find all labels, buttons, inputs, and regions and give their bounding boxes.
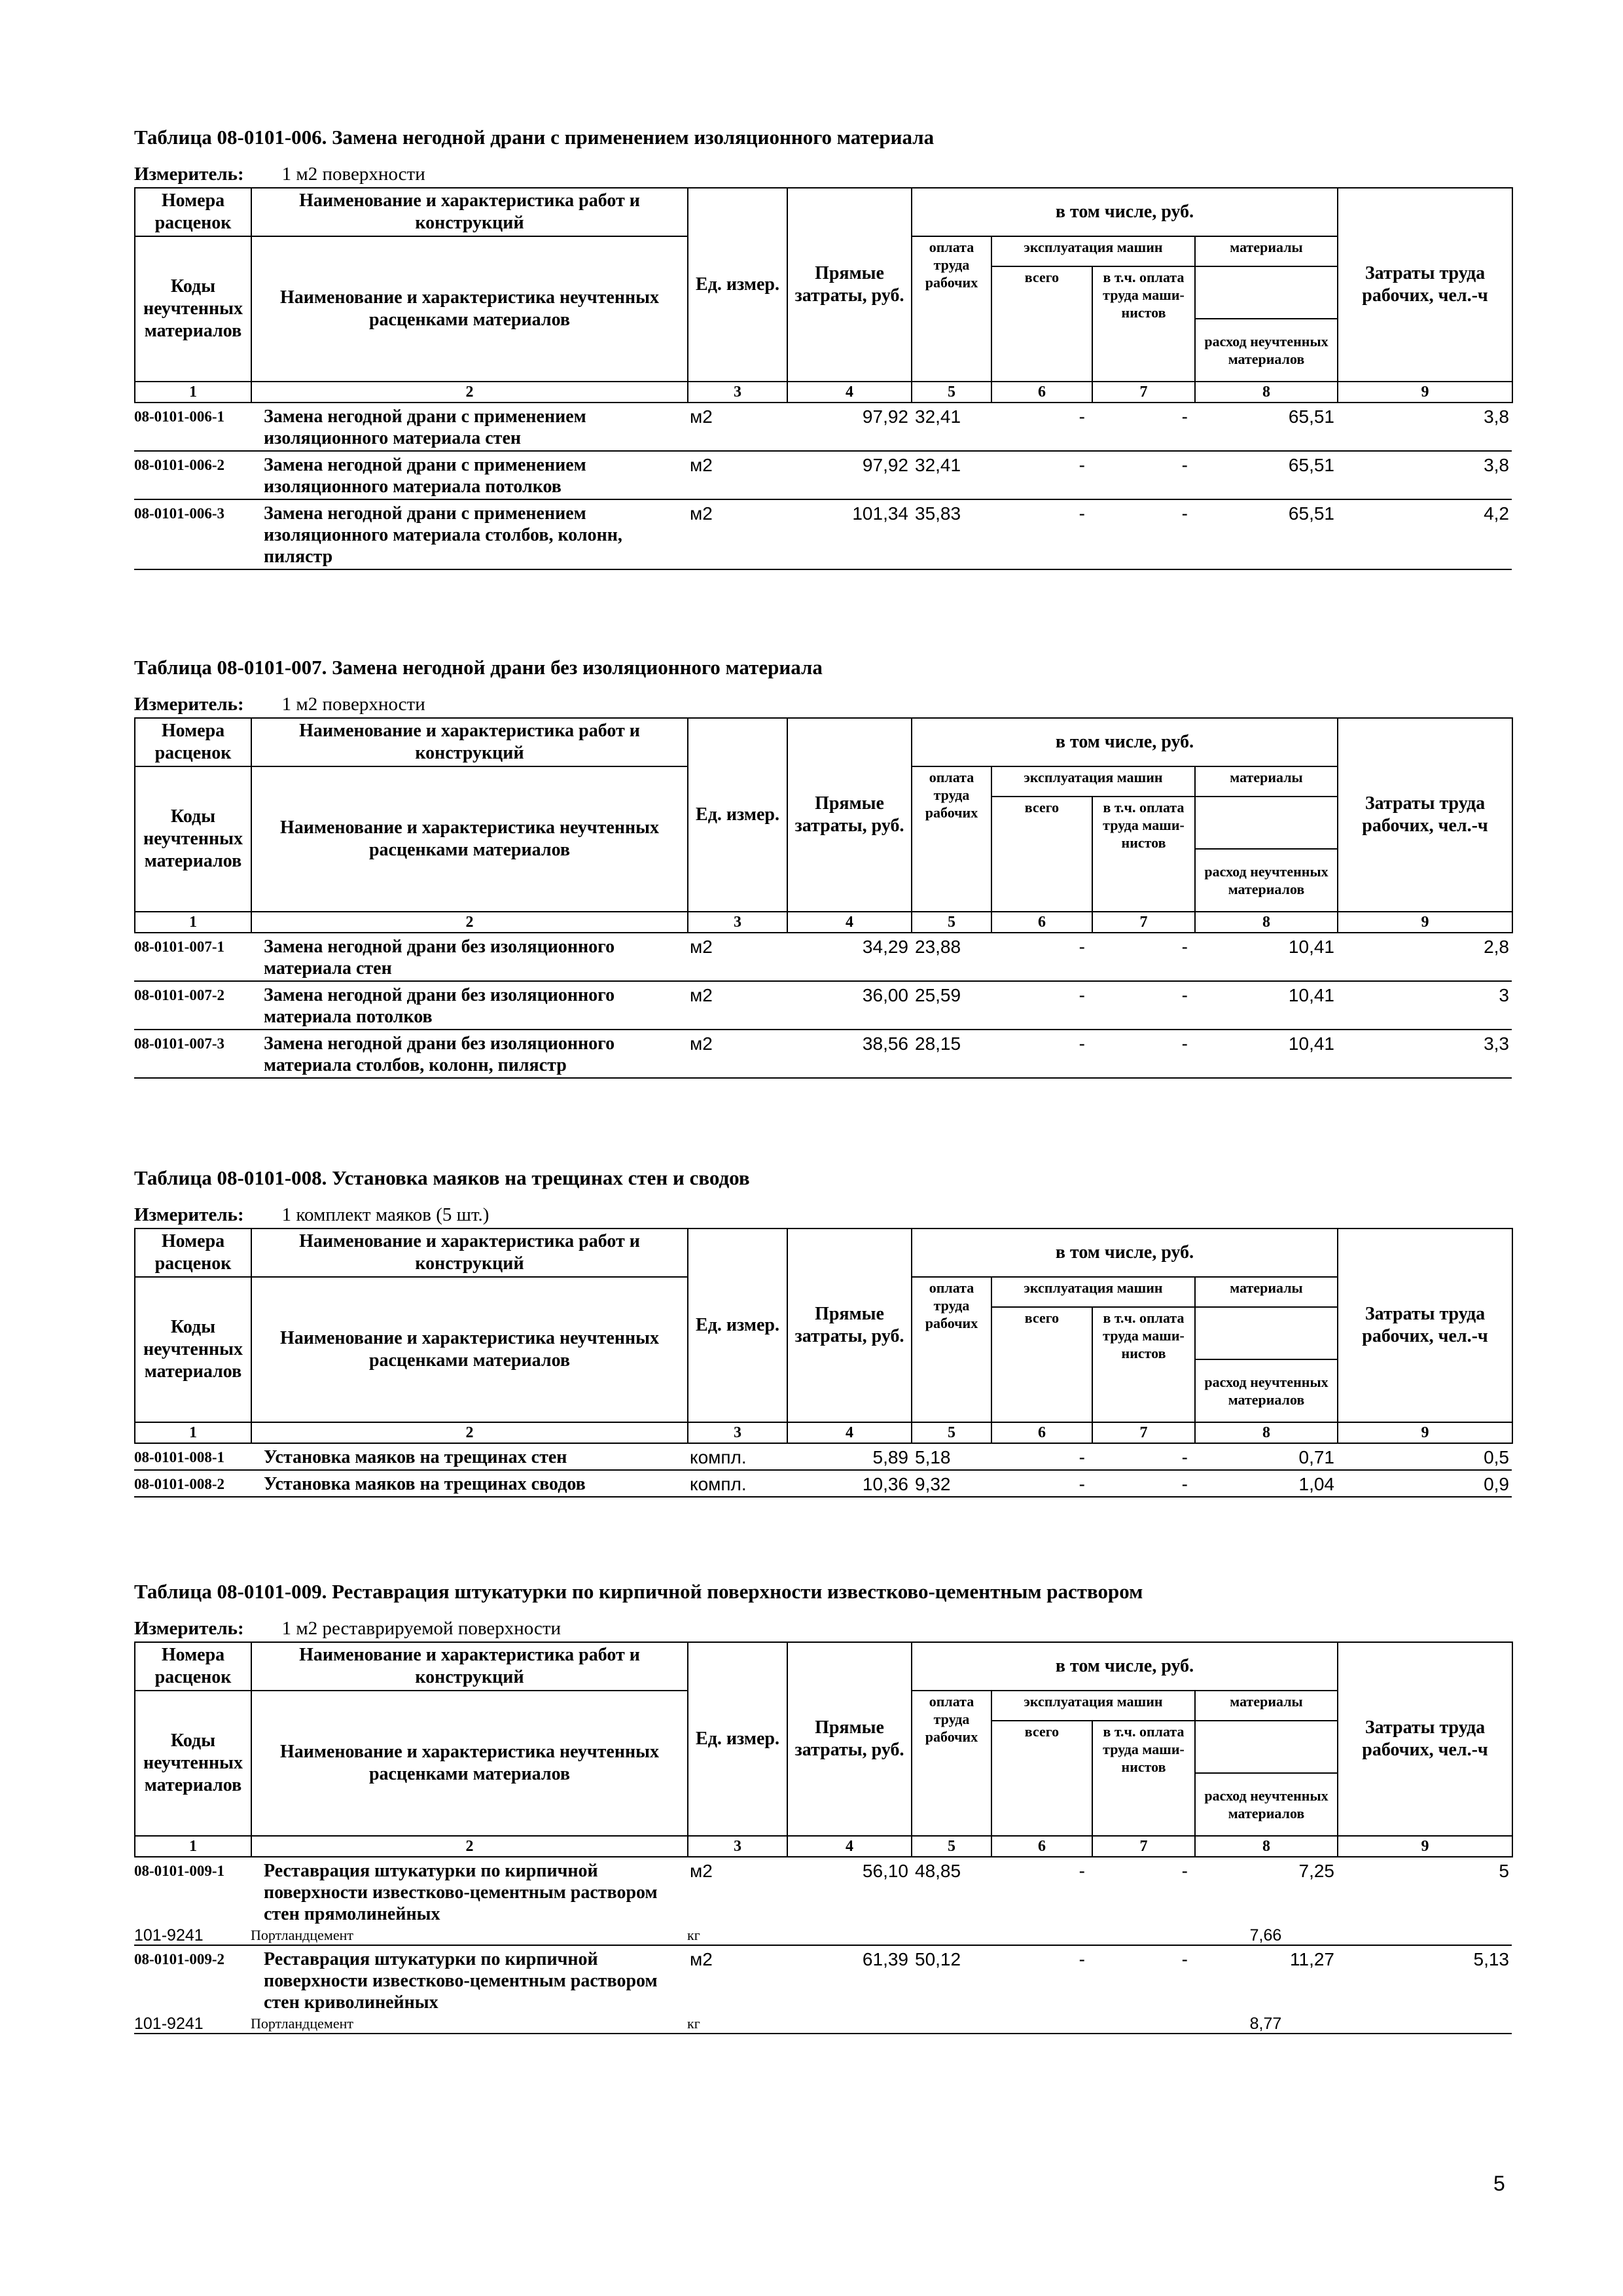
rate-code: 08-0101-008-2 (134, 1470, 251, 1497)
header-col-unit: Ед. измер. (688, 188, 787, 382)
work-name: Замена негодной драни с применением изоляционного материала стен (264, 406, 586, 448)
machines-total: - (991, 1030, 1092, 1078)
header-col-labor-pay: оплата труда рабочих (912, 1277, 991, 1422)
header-num-1: 1 (135, 1836, 251, 1857)
header-num-8: 8 (1195, 382, 1338, 403)
header-mat-spacer (1195, 266, 1338, 319)
header-col-incl: в том числе, руб. (912, 718, 1338, 766)
table-row (134, 1857, 1512, 1926)
header-num-3: 3 (688, 1836, 787, 1857)
unit-value: м2 (690, 1861, 713, 1881)
header-col-num: Номера расценок (135, 1642, 251, 1691)
work-name: Реставрация штукатурки по кирпичной поверхности известково-цементным раствором стен прямолинейных (264, 1861, 658, 1924)
material-empty (911, 1926, 991, 1945)
header-num-2: 2 (251, 1836, 688, 1857)
work-name: Замена негодной драни без изоляционного материала потолков (251, 981, 687, 1030)
material-code: 101-9241 (134, 2015, 251, 2034)
header-col-num: Номера расценок (135, 188, 251, 236)
work-name: Установка маяков на трещинах сводов (251, 1470, 687, 1497)
measure-value: 1 м2 поверхности (281, 164, 425, 185)
header-col-machines-total: всего (991, 1307, 1092, 1422)
header-num-6: 6 (991, 382, 1092, 403)
machines-pay: - (1092, 499, 1194, 569)
labor-pay: 9,32 (911, 1470, 991, 1497)
materials-cost: 65,51 (1194, 499, 1337, 569)
header-num-5: 5 (912, 912, 991, 933)
direct-cost: 56,10 (862, 1861, 908, 1881)
materials-cost: 65,51 (1194, 451, 1337, 499)
labor-hours: 0,5 (1484, 1447, 1509, 1467)
rate-code: 08-0101-009-2 (134, 1945, 251, 2015)
table-header (134, 187, 1513, 403)
materials-cost: 10,41 (1194, 1030, 1337, 1078)
table-header (134, 717, 1513, 933)
header-col-machines-total: всего (991, 266, 1092, 382)
header-col-labor-pay: оплата труда рабочих (912, 766, 991, 912)
header-col-labor: Затраты труда рабочих, чел.-ч (1338, 718, 1512, 912)
machines-total: - (1079, 937, 1085, 957)
header-col-mat-consumption: расход неучтенных материалов (1195, 849, 1338, 912)
direct-cost: 61,39 (787, 1945, 911, 2015)
header-num-2: 2 (251, 1422, 688, 1443)
work-name: Установка маяков на трещинах стен (264, 1447, 567, 1467)
header-col-name: Наименование и характеристика работ и конструкций (251, 718, 688, 766)
header-num-4: 4 (787, 382, 912, 403)
machines-total: - (991, 1470, 1092, 1497)
machines-total: - (991, 1945, 1092, 2015)
header-col-unit: Ед. измер. (688, 1229, 787, 1422)
header-col-direct: Прямые затраты, руб. (787, 1229, 912, 1422)
rate-code: 08-0101-006-2 (134, 451, 251, 499)
header-col-machines: эксплуатация машин (991, 1277, 1195, 1307)
labor-hours: 4,2 (1337, 499, 1512, 569)
measure-label: Измеритель: (134, 694, 244, 715)
machines-total: - (1079, 1861, 1085, 1881)
unit-value: м2 (687, 451, 787, 499)
material-empty (1337, 1926, 1512, 1945)
material-empty (911, 2015, 991, 2034)
material-name: Портландцемент (251, 1927, 353, 1943)
table-title: Таблица 08-0101-008. Установка маяков на трещинах стен и сводов (134, 1166, 750, 1189)
direct-cost: 97,92 (862, 406, 908, 427)
table-row (134, 1945, 1512, 2015)
unit-value: компл. (687, 1470, 787, 1497)
machines-pay: - (1092, 451, 1194, 499)
material-unit: кг (687, 2015, 787, 2034)
labor-pay: 48,85 (915, 1861, 961, 1881)
table-row (134, 451, 1512, 499)
header-col-mat-name: Наименование и характеристика неучтенных расценками материалов (251, 766, 688, 912)
page-number: 5 (1493, 2172, 1505, 2195)
unit-value: м2 (690, 937, 713, 957)
measure-label: Измеритель: (134, 1204, 244, 1225)
header-num-5: 5 (912, 1836, 991, 1857)
machines-total: - (991, 981, 1092, 1030)
header-col-codes: Коды неучтенных материалов (135, 766, 251, 912)
material-empty (1337, 2015, 1512, 2034)
machines-pay: - (1181, 406, 1188, 427)
header-col-incl: в том числе, руб. (912, 1642, 1338, 1691)
header-col-materials: материалы (1195, 766, 1338, 797)
material-empty (1092, 1926, 1194, 1945)
unit-value: компл. (690, 1447, 747, 1467)
materials-cost: 0,71 (1298, 1447, 1334, 1467)
labor-hours: 3,8 (1337, 451, 1512, 499)
header-num-3: 3 (688, 382, 787, 403)
header-col-mat-name: Наименование и характеристика неучтенных расценками материалов (251, 1691, 688, 1836)
material-empty (787, 1926, 911, 1945)
rate-code: 08-0101-007-2 (134, 981, 251, 1030)
header-col-labor: Затраты труда рабочих, чел.-ч (1338, 1642, 1512, 1836)
header-col-unit: Ед. измер. (688, 1642, 787, 1836)
table-row (134, 1470, 1512, 1497)
material-code: 101-9241 (134, 1926, 204, 1945)
measure-value: 1 м2 поверхности (281, 694, 425, 715)
header-col-incl: в том числе, руб. (912, 1229, 1338, 1277)
header-num-3: 3 (688, 1422, 787, 1443)
material-empty (787, 2015, 911, 2034)
header-col-direct: Прямые затраты, руб. (787, 718, 912, 912)
labor-pay: 35,83 (911, 499, 991, 569)
header-col-unit: Ед. измер. (688, 718, 787, 912)
work-name: Замена негодной драни без изоляционного материала столбов, колонн, пилястр (251, 1030, 687, 1078)
labor-pay: 50,12 (911, 1945, 991, 2015)
header-num-9: 9 (1338, 1422, 1512, 1443)
header-col-num: Номера расценок (135, 1229, 251, 1277)
header-col-labor: Затраты труда рабочих, чел.-ч (1338, 188, 1512, 382)
labor-hours: 3,3 (1337, 1030, 1512, 1078)
header-col-materials: материалы (1195, 1277, 1338, 1307)
direct-cost: 97,92 (787, 451, 911, 499)
materials-cost: 11,27 (1194, 1945, 1337, 2015)
machines-pay: - (1181, 1861, 1188, 1881)
header-col-materials: материалы (1195, 1691, 1338, 1721)
header-num-8: 8 (1195, 912, 1338, 933)
section-table-007 (134, 655, 1512, 1079)
section-table-006 (134, 124, 1512, 570)
header-col-name: Наименование и характеристика работ и конструкций (251, 1642, 688, 1691)
work-name: Замена негодной драни с применением изоляционного материала столбов, колонн, пилястр (251, 499, 687, 569)
measure-line (134, 162, 1512, 186)
measure-label: Измеритель: (134, 1618, 244, 1639)
material-empty (991, 2015, 1092, 2034)
labor-pay: 28,15 (911, 1030, 991, 1078)
labor-pay: 5,18 (915, 1447, 951, 1467)
header-col-mat-name: Наименование и характеристика неучтенных расценками материалов (251, 1277, 688, 1422)
materials-cost: 10,41 (1194, 981, 1337, 1030)
header-num-5: 5 (912, 1422, 991, 1443)
machines-pay: - (1092, 981, 1194, 1030)
header-num-7: 7 (1092, 912, 1195, 933)
work-name: Замена негодной драни с применением изоляционного материала потолков (251, 451, 687, 499)
table-rows (134, 403, 1512, 570)
rate-code: 08-0101-007-3 (134, 1030, 251, 1078)
header-num-6: 6 (991, 1836, 1092, 1857)
rate-code: 08-0101-008-1 (134, 1449, 224, 1465)
unit-value: м2 (690, 406, 713, 427)
material-empty (1092, 2015, 1194, 2034)
header-mat-spacer (1195, 1307, 1338, 1359)
header-col-mat-consumption: расход неучтенных материалов (1195, 1359, 1338, 1422)
header-num-2: 2 (251, 382, 688, 403)
table-title: Таблица 08-0101-007. Замена негодной драни без изоляционного материала (134, 656, 823, 679)
materials-cost: 7,25 (1298, 1861, 1334, 1881)
measure-line (134, 1203, 1512, 1227)
materials-cost: 10,41 (1288, 937, 1334, 957)
table-rows (134, 933, 1512, 1079)
header-num-9: 9 (1338, 912, 1512, 933)
header-mat-spacer (1195, 1721, 1338, 1773)
labor-hours: 2,8 (1484, 937, 1509, 957)
header-col-mat-consumption: расход неучтенных материалов (1195, 1773, 1338, 1836)
header-num-2: 2 (251, 912, 688, 933)
section-table-009 (134, 1579, 1512, 2034)
header-col-labor: Затраты труда рабочих, чел.-ч (1338, 1229, 1512, 1422)
table-row (134, 499, 1512, 569)
header-col-direct: Прямые затраты, руб. (787, 188, 912, 382)
direct-cost: 34,29 (862, 937, 908, 957)
material-row (134, 1926, 1512, 1945)
material-row (134, 2015, 1512, 2034)
section-table-008 (134, 1165, 1512, 1498)
labor-hours: 0,9 (1337, 1470, 1512, 1497)
material-empty (991, 1926, 1092, 1945)
rate-code: 08-0101-009-1 (134, 1863, 224, 1879)
direct-cost: 5,89 (872, 1447, 908, 1467)
header-num-4: 4 (787, 1836, 912, 1857)
table-row (134, 981, 1512, 1030)
table-title: Таблица 08-0101-006. Замена негодной драни с применением изоляционного материала (134, 126, 935, 149)
machines-pay: - (1092, 1030, 1194, 1078)
header-col-machines-total: всего (991, 797, 1092, 912)
measure-label: Измеритель: (134, 164, 244, 185)
machines-total: - (1079, 406, 1085, 427)
table-header (134, 1228, 1513, 1444)
header-col-machines-incl: в т.ч. оплата труда маши-нистов (1092, 797, 1195, 912)
machines-total: - (991, 451, 1092, 499)
header-col-machines: эксплуатация машин (991, 236, 1195, 266)
table-row (134, 403, 1512, 451)
material-name: Портландцемент (251, 2015, 687, 2034)
header-num-9: 9 (1338, 382, 1512, 403)
header-num-8: 8 (1195, 1422, 1338, 1443)
table-header (134, 1641, 1513, 1857)
rate-code: 08-0101-007-1 (134, 939, 224, 955)
header-col-direct: Прямые затраты, руб. (787, 1642, 912, 1836)
measure-line (134, 1617, 1512, 1640)
header-col-name: Наименование и характеристика работ и конструкций (251, 188, 688, 236)
labor-pay: 32,41 (911, 451, 991, 499)
work-name: Реставрация штукатурки по кирпичной поверхности известково-цементным раствором стен криволинейных (251, 1945, 687, 2015)
header-num-7: 7 (1092, 1836, 1195, 1857)
header-num-9: 9 (1338, 1836, 1512, 1857)
table-rows (134, 1444, 1512, 1498)
unit-value: м2 (687, 499, 787, 569)
labor-hours: 3 (1337, 981, 1512, 1030)
header-num-1: 1 (135, 912, 251, 933)
labor-pay: 32,41 (915, 406, 961, 427)
header-num-7: 7 (1092, 382, 1195, 403)
machines-pay: - (1181, 937, 1188, 957)
header-col-machines: эксплуатация машин (991, 766, 1195, 797)
labor-hours: 3,8 (1484, 406, 1509, 427)
unit-value: м2 (687, 981, 787, 1030)
header-col-labor-pay: оплата труда рабочих (912, 1691, 991, 1836)
measure-value: 1 м2 реставрируемой поверхности (281, 1618, 562, 1639)
header-num-3: 3 (688, 912, 787, 933)
table-row (134, 933, 1512, 981)
header-num-4: 4 (787, 912, 912, 933)
header-num-8: 8 (1195, 1836, 1338, 1857)
header-num-6: 6 (991, 912, 1092, 933)
header-num-6: 6 (991, 1422, 1092, 1443)
header-col-incl: в том числе, руб. (912, 188, 1338, 236)
materials-cost: 1,04 (1194, 1470, 1337, 1497)
material-amount: 8,77 (1194, 2015, 1337, 2034)
header-col-mat-name: Наименование и характеристика неучтенных расценками материалов (251, 236, 688, 382)
machines-total: - (1079, 1447, 1085, 1467)
labor-pay: 23,88 (915, 937, 961, 957)
header-num-1: 1 (135, 1422, 251, 1443)
work-name: Замена негодной драни без изоляционного материала стен (264, 937, 615, 978)
table-title: Таблица 08-0101-009. Реставрация штукатурки по кирпичной поверхности известково-цементным раствором (134, 1580, 1143, 1603)
rate-code: 08-0101-006-3 (134, 499, 251, 569)
machines-total: - (991, 499, 1092, 569)
measure-line (134, 692, 1512, 716)
direct-cost: 101,34 (787, 499, 911, 569)
header-col-mat-consumption: расход неучтенных материалов (1195, 319, 1338, 382)
machines-pay: - (1181, 1447, 1188, 1467)
header-num-5: 5 (912, 382, 991, 403)
header-num-7: 7 (1092, 1422, 1195, 1443)
machines-pay: - (1092, 1945, 1194, 2015)
header-col-codes: Коды неучтенных материалов (135, 1277, 251, 1422)
header-num-4: 4 (787, 1422, 912, 1443)
rate-code: 08-0101-006-1 (134, 408, 224, 425)
labor-hours: 5 (1499, 1861, 1509, 1881)
header-mat-spacer (1195, 797, 1338, 849)
header-col-name: Наименование и характеристика работ и конструкций (251, 1229, 688, 1277)
header-col-machines-incl: в т.ч. оплата труда маши-нистов (1092, 266, 1195, 382)
labor-pay: 25,59 (911, 981, 991, 1030)
header-col-codes: Коды неучтенных материалов (135, 236, 251, 382)
direct-cost: 10,36 (787, 1470, 911, 1497)
table-row (134, 1444, 1512, 1470)
table-rows (134, 1857, 1512, 2034)
material-unit: кг (687, 1927, 700, 1943)
header-col-codes: Коды неучтенных материалов (135, 1691, 251, 1836)
header-col-num: Номера расценок (135, 718, 251, 766)
materials-cost: 65,51 (1288, 406, 1334, 427)
unit-value: м2 (687, 1945, 787, 2015)
header-col-machines-incl: в т.ч. оплата труда маши-нистов (1092, 1721, 1195, 1836)
measure-value: 1 комплект маяков (5 шт.) (281, 1204, 490, 1225)
header-col-machines-total: всего (991, 1721, 1092, 1836)
material-amount: 7,66 (1249, 1926, 1282, 1945)
header-col-machines: эксплуатация машин (991, 1691, 1195, 1721)
table-row (134, 1030, 1512, 1078)
labor-hours: 5,13 (1337, 1945, 1512, 2015)
header-col-labor-pay: оплата труда рабочих (912, 236, 991, 382)
header-col-materials: материалы (1195, 236, 1338, 266)
direct-cost: 36,00 (787, 981, 911, 1030)
header-col-machines-incl: в т.ч. оплата труда маши-нистов (1092, 1307, 1195, 1422)
direct-cost: 38,56 (787, 1030, 911, 1078)
header-num-1: 1 (135, 382, 251, 403)
unit-value: м2 (687, 1030, 787, 1078)
machines-pay: - (1092, 1470, 1194, 1497)
